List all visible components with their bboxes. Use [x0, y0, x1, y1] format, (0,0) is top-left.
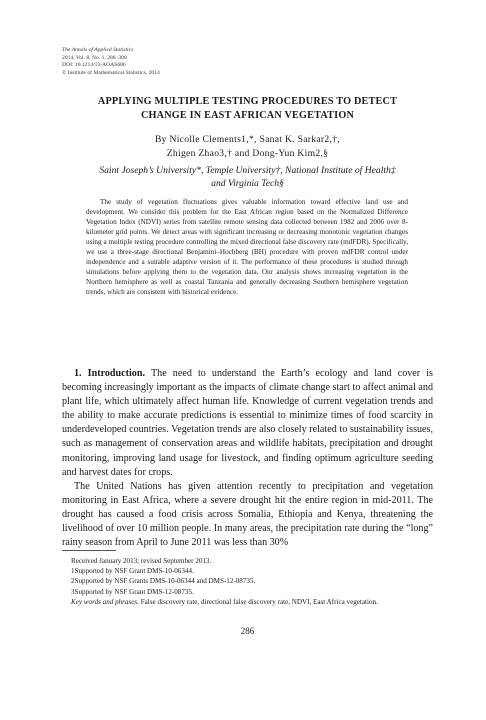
affiliations: [62, 165, 433, 190]
authors-line-2: Zhigen Zhao3,† and Dong-Yun Kim2,§: [166, 148, 329, 159]
intro-paragraph-2: The United Nations has given attention recently to precipitation and vegetation monitoring in East Africa, where a severe drought hit the entire region in mid-2011. The drought has caused a food crisis across Somalia, Ethiopia and Kenya, threatening the livelihood of over 10 million people. In many areas, the precipitation rate during the “long” rainy season from April to June 2011 was less than 30%: [62, 480, 433, 549]
journal-doi: DOI: 10.1214/13-AOAS686: [62, 62, 126, 69]
introduction-section: [62, 367, 433, 550]
journal-copyright: © Institute of Mathematical Statistics, 2014: [62, 69, 160, 76]
journal-name: The Annals of Applied Statistics: [62, 47, 134, 53]
keywords-label: Key words and phrases.: [71, 597, 139, 606]
author-list: [62, 133, 433, 161]
keywords-text: False discovery rate, directional false discovery rate, NDVI, East Africa vegetation.: [140, 597, 378, 606]
received-dates: Received January 2013; revised September 2013.: [71, 557, 212, 565]
paper-title: [62, 95, 433, 123]
affiliations-line-2: and Virginia Tech§: [211, 177, 284, 189]
footnote-1: 1Supported by NSF Grant DMS-10-06344.: [71, 567, 194, 576]
keywords: [62, 597, 433, 607]
journal-volume: 2014, Vol. 8, No. 1, 286–308: [62, 54, 127, 61]
title-line-1: APPLYING MULTIPLE TESTING PROCEDURES TO DETECT: [97, 96, 398, 107]
footnotes: [62, 556, 433, 607]
title-line-2: CHANGE IN EAST AFRICAN VEGETATION: [140, 110, 355, 121]
page-number: 286: [240, 626, 255, 636]
intro-paragraph-1-text: The need to understand the Earth’s ecology and land cover is becoming increasingly important as the impacts of climate change start to affect animal and plant life, which ultimately affect human life. Knowledge of current vegetation trends and the ability to make accurate predictions is essential to minimize times of food scarcity in underdeveloped countries. Vegetation trends are also closely related to sustainability issues, such as management of conservation areas and wildlife habitats, precipitation and drought monitoring, improving land usage for livestock, and finding optimum agriculture seeding and harvest dates for crops.: [62, 368, 433, 478]
footnote-divider: [62, 550, 116, 551]
affiliations-line-1: Saint Joseph’s University*, Temple University†, National Institute of Health‡: [99, 165, 396, 176]
footnote-2: 2Supported by NSF Grants DMS-10-06344 and DMS-12-08735.: [71, 577, 256, 586]
abstract: [86, 197, 408, 297]
abstract-text: The study of vegetation fluctuations gives valuable information toward effective land use and development. We consider this problem for the East African region based on the Normalized Difference Vegetation Index (NDVI) series from satellite remote sensing data collected between 1982 and 2006 over 8-kilometer grid points. We detect areas with significant increasing or decreasing monotonic vegetation changes using a multiple testing procedure controlling the mixed directional false discovery rate (mdFDR). Specifically, we use a three-stage directional Benjamini–Hochberg (BH) procedure with proven mdFDR control under independence and a suitable adaptive version of it. The performance of these procedures is studied through simulations before applying them to the vegetation data. Our analysis shows increasing vegetation in the Northern hemisphere as well as coastal Tanzania and generally decreasing Southern hemisphere vegetation trends, which are consistent with historical evidence.: [86, 198, 408, 296]
footnote-3: 3Supported by NSF Grant DMS-12-08735.: [71, 587, 194, 596]
authors-line-1: By Nicolle Clements1,*, Sanat K. Sarkar2,†,: [154, 134, 341, 145]
section-heading: 1. Introduction.: [74, 368, 145, 379]
journal-header: [62, 47, 160, 77]
intro-paragraph-1: [62, 367, 433, 480]
